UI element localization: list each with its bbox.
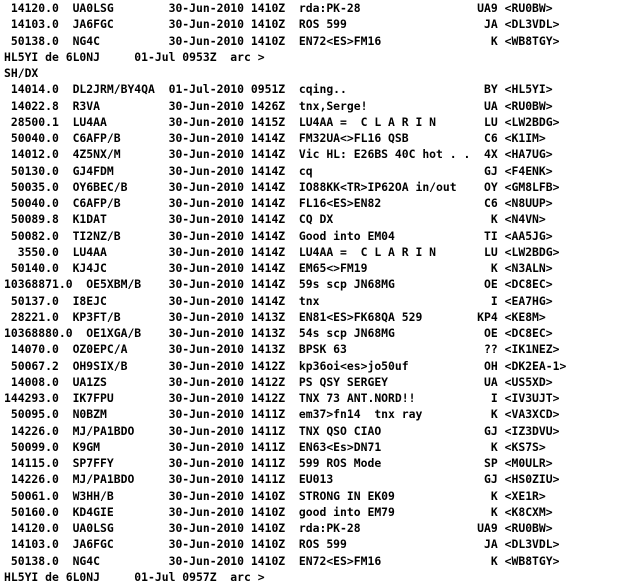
terminal-line: 14012.0 4Z5NX/M 30-Jun-2010 1414Z Vic HL: E26BS 40C hot . . 4X <HA7UG> (4, 147, 553, 162)
terminal-line: 50061.0 W3HH/B 30-Jun-2010 1410Z STRONG IN EK09 K <XE1R> (4, 488, 546, 503)
terminal-line: 14022.8 R3VA 30-Jun-2010 1426Z tnx,Serge! UA <RU0BW> (4, 98, 553, 113)
terminal-line: 50089.8 K1DAT 30-Jun-2010 1414Z CQ DX K <N4VN> (4, 212, 546, 227)
terminal-line: 14115.0 SP7FFY 30-Jun-2010 1411Z 599 ROS Mode SP <M0ULR> (4, 456, 553, 470)
terminal-line: 50099.0 K9GM 30-Jun-2010 1411Z EN63<Es>DN71 K <KS7S> (4, 439, 546, 454)
terminal-line: 14008.0 UA1ZS 30-Jun-2010 1412Z PS QSY SERGEY UA <US5XD> (4, 374, 553, 389)
terminal-line: 14103.0 JA6FGC 30-Jun-2010 1410Z ROS 599 JA <DL3VDL> (4, 17, 560, 32)
terminal-line: 50137.0 I8EJC 30-Jun-2010 1414Z tnx I <EA7HG> (4, 293, 553, 308)
terminal-line: 50082.0 TI2NZ/B 30-Jun-2010 1414Z Good into EM04 TI <AA5JG> (4, 228, 553, 243)
terminal-line: 14103.0 JA6FGC 30-Jun-2010 1410Z ROS 599 JA <DL3VDL> (4, 537, 560, 552)
terminal-line: 144293.0 IK7FPU 30-Jun-2010 1412Z TNX 73 ANT.NORD!! I <IV3UJT> (4, 391, 560, 405)
terminal-line: 50130.0 GJ4FDM 30-Jun-2010 1414Z cq GJ <F4ENK> (4, 163, 553, 178)
terminal-line: 10368880.0 OE1XGA/B 30-Jun-2010 1413Z 54s scp JN68MG OE <DC8EC> (4, 326, 553, 340)
terminal-prompt: HL5YI de 6L0NJ 01-Jul 0957Z arc > (4, 569, 265, 584)
terminal-line: 50040.0 C6AFP/B 30-Jun-2010 1414Z FL16<ES>EN82 C6 <N8UUP> (4, 196, 553, 210)
terminal-line: 28500.1 LU4AA 30-Jun-2010 1415Z LU4AA = C L A R I N LU <LW2BDG> (4, 114, 560, 129)
terminal-line: 3550.0 LU4AA 30-Jun-2010 1414Z LU4AA = C L A R I N LU <LW2BDG> (4, 244, 560, 259)
terminal-line: 14070.0 OZ0EPC/A 30-Jun-2010 1413Z BPSK 63 ?? <IK1NEZ> (4, 342, 560, 357)
terminal-line: 50138.0 NG4C 30-Jun-2010 1410Z EN72<ES>FM16 K <WB8TGY> (4, 33, 560, 48)
terminal-line: 14120.0 UA0LSG 30-Jun-2010 1410Z rda:PK-28 UA9 <RU0BW> (4, 521, 553, 535)
terminal-line: 14226.0 MJ/PA1BDO 30-Jun-2010 1411Z TNX QSO CIAO GJ <IZ3DVU> (4, 423, 560, 438)
terminal-line: 50160.0 KD4GIE 30-Jun-2010 1410Z good into EM79 K <K8CXM> (4, 504, 553, 519)
terminal-line: 14226.0 MJ/PA1BDO 30-Jun-2010 1411Z EU013 GJ <HS0ZIU> (4, 472, 560, 487)
terminal-line: 14014.0 DL2JRM/BY4QA 01-Jul-2010 0951Z cqing.. BY <HL5YI> (4, 82, 553, 97)
terminal-line: 50067.2 OH9SIX/B 30-Jun-2010 1412Z kp36oi<es>jo50uf OH <DK2EA-1> (4, 358, 567, 373)
terminal-line: 28221.0 KP3FT/B 30-Jun-2010 1413Z EN81<ES>FK68QA 529 KP4 <KE8M> (4, 309, 546, 324)
terminal-line: 50095.0 N0BZM 30-Jun-2010 1411Z em37>fn14 tnx ray K <VA3XCD> (4, 407, 560, 422)
terminal-line: 50138.0 NG4C 30-Jun-2010 1410Z EN72<ES>FM16 K <WB8TGY> (4, 553, 560, 568)
terminal-line: 50140.0 KJ4JC 30-Jun-2010 1414Z EM65<>FM19 K <N3ALN> (4, 261, 553, 275)
terminal-output[interactable] (4, 0, 634, 584)
terminal-line: 50035.0 OY6BEC/B 30-Jun-2010 1414Z IO88KK<TR>IP62OA in/out OY <GM8LFB> (4, 179, 560, 194)
terminal-line: 10368871.0 OE5XBM/B 30-Jun-2010 1414Z 59s scp JN68MG OE <DC8EC> (4, 277, 553, 292)
terminal-prompt: HL5YI de 6L0NJ 01-Jul 0953Z arc > (4, 49, 265, 64)
terminal-command: SH/DX (4, 66, 39, 80)
terminal-line: 50040.0 C6AFP/B 30-Jun-2010 1414Z FM32UA<>FL16 QSB C6 <K1IM> (4, 131, 546, 145)
terminal-line: 14120.0 UA0LSG 30-Jun-2010 1410Z rda:PK-28 UA9 <RU0BW> (4, 1, 553, 15)
